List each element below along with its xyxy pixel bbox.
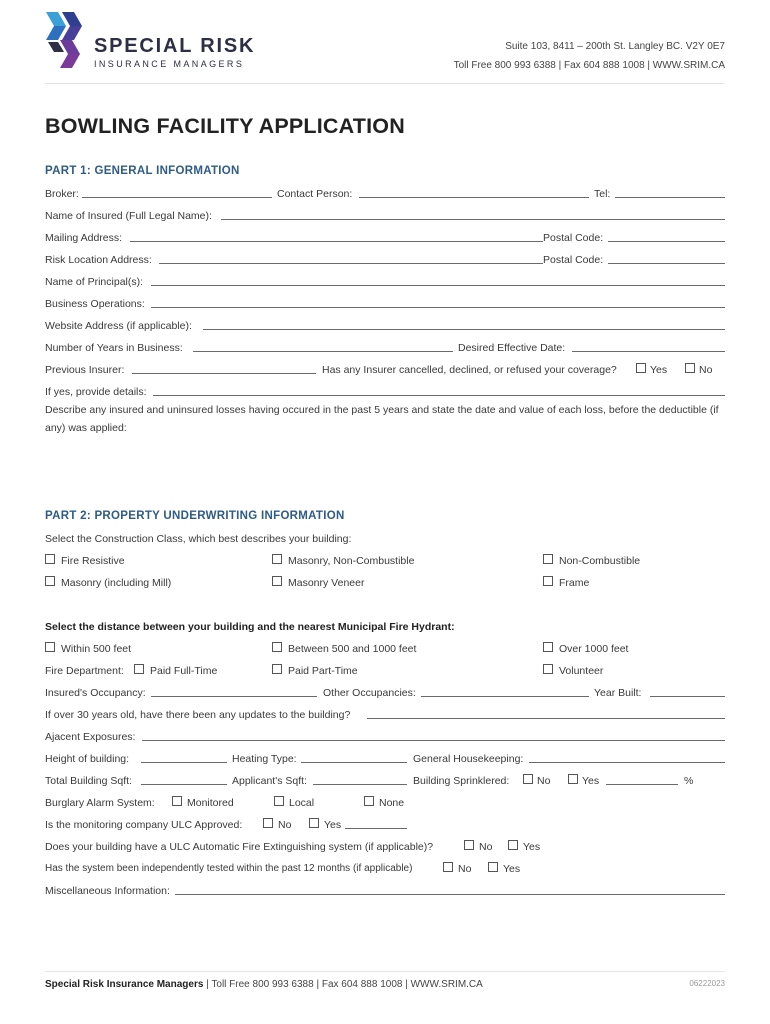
footer bbox=[45, 979, 483, 990]
ulc-extinguishing-label: Does your building have a ULC Automatic Fire Extinguishing system (if applicable)? bbox=[45, 841, 434, 853]
postal-code-label-2: Postal Code: bbox=[543, 254, 604, 266]
principals-row bbox=[45, 275, 725, 289]
paid-part-time-label: Paid Part-Time bbox=[288, 665, 358, 677]
mailing-address-field[interactable] bbox=[130, 241, 543, 242]
if-yes-row bbox=[45, 385, 725, 399]
monitored-checkbox[interactable] bbox=[172, 796, 182, 806]
logo-mark-icon bbox=[42, 10, 90, 68]
effective-date-label: Desired Effective Date: bbox=[458, 342, 566, 354]
height-label: Height of building: bbox=[45, 753, 130, 765]
years-in-business-field[interactable] bbox=[193, 351, 453, 352]
if-yes-field[interactable] bbox=[153, 395, 725, 396]
percent-sign: % bbox=[684, 775, 694, 787]
construction-prompt: Select the Construction Class, which best describes your building: bbox=[45, 533, 352, 545]
heating-label: Heating Type: bbox=[232, 753, 297, 765]
previous-insurer-label: Previous Insurer: bbox=[45, 364, 125, 376]
years-effective-row bbox=[45, 341, 725, 355]
paid-full-time-label: Paid Full-Time bbox=[150, 665, 218, 677]
risk-location-label: Risk Location Address: bbox=[45, 254, 152, 266]
tel-label: Tel: bbox=[594, 188, 611, 200]
total-sqft-label: Total Building Sqft: bbox=[45, 775, 132, 787]
broker-label: Broker: bbox=[45, 188, 79, 200]
over-30-label: If over 30 years old, have there been any updates to the building? bbox=[45, 709, 351, 721]
construction-row-1 bbox=[45, 554, 725, 568]
footer-contact: | Toll Free 800 993 6388 | Fax 604 888 1008 | WWW.SRIM.CA bbox=[203, 979, 483, 990]
cancelled-yes-label: Yes bbox=[650, 364, 668, 376]
risk-location-row bbox=[45, 253, 725, 267]
previous-insurer-field[interactable] bbox=[132, 373, 316, 374]
brand-name: SPECIAL RISK bbox=[94, 35, 256, 57]
footer-company: Special Risk Insurance Managers bbox=[45, 979, 204, 990]
website-row bbox=[45, 319, 725, 333]
extinguishing-yes-label: Yes bbox=[523, 841, 541, 853]
fire-resistive-label: Fire Resistive bbox=[61, 555, 125, 567]
burglary-row bbox=[45, 796, 725, 810]
sprinklered-percent-field[interactable] bbox=[606, 784, 678, 785]
footer-divider bbox=[45, 971, 725, 972]
noncombustible-checkbox[interactable] bbox=[543, 554, 553, 564]
year-built-field[interactable] bbox=[650, 696, 725, 697]
height-heating-row bbox=[45, 752, 725, 766]
sprinklered-yes-label: Yes bbox=[582, 775, 600, 787]
fire-resistive-checkbox[interactable] bbox=[45, 554, 55, 564]
none-label: None bbox=[379, 797, 405, 809]
loss-description: Describe any insured and uninsured losses having occured in the past 5 years and state the date and value of each loss, before the deductible (if any) was applied: bbox=[45, 404, 719, 434]
applicant-sqft-label: Applicant's Sqft: bbox=[232, 775, 307, 787]
postal-code-field[interactable] bbox=[608, 241, 725, 242]
mailing-address-label: Mailing Address: bbox=[45, 232, 123, 244]
height-field[interactable] bbox=[141, 762, 227, 763]
over-1000-label: Over 1000 feet bbox=[559, 643, 629, 655]
occupancy-label: Insured's Occupancy: bbox=[45, 687, 146, 699]
insured-name-field[interactable] bbox=[221, 219, 725, 220]
fire-department-label: Fire Department: bbox=[45, 665, 124, 677]
heating-field[interactable] bbox=[301, 762, 407, 763]
adjacent-field[interactable] bbox=[142, 740, 725, 741]
fire-department-row bbox=[45, 664, 725, 678]
paid-part-time-checkbox[interactable] bbox=[272, 664, 282, 674]
website-label: Website Address (if applicable): bbox=[45, 320, 192, 332]
broker-row bbox=[45, 187, 725, 201]
part1-heading: PART 1: GENERAL INFORMATION bbox=[45, 165, 240, 177]
postal-code-field-2[interactable] bbox=[608, 263, 725, 264]
ulc-approved-row bbox=[45, 818, 725, 832]
monitored-label: Monitored bbox=[187, 797, 234, 809]
ulc-approved-yes-label: Yes bbox=[324, 819, 342, 831]
header-divider bbox=[45, 83, 725, 84]
hydrant-options-row bbox=[45, 642, 725, 656]
masonry-veneer-checkbox[interactable] bbox=[272, 576, 282, 586]
sprinklered-yes-checkbox[interactable] bbox=[568, 774, 578, 784]
principals-label: Name of Principal(s): bbox=[45, 276, 144, 288]
occupancy-row bbox=[45, 686, 725, 700]
extinguishing-yes-checkbox[interactable] bbox=[508, 840, 518, 850]
within-500-checkbox[interactable] bbox=[45, 642, 55, 652]
tested-yes-label: Yes bbox=[503, 863, 521, 875]
tested-no-label: No bbox=[458, 863, 472, 875]
tested-no-checkbox[interactable] bbox=[443, 862, 453, 872]
contact-person-label: Contact Person: bbox=[277, 188, 353, 200]
construction-prompt-row bbox=[45, 532, 725, 546]
masonry-mill-checkbox[interactable] bbox=[45, 576, 55, 586]
misc-row bbox=[45, 884, 725, 898]
contact-person-field[interactable] bbox=[359, 197, 589, 198]
cancelled-question-label: Has any Insurer cancelled, declined, or refused your coverage? bbox=[322, 364, 617, 376]
ulc-approved-no-checkbox[interactable] bbox=[263, 818, 273, 828]
effective-date-field[interactable] bbox=[572, 351, 725, 352]
tel-field[interactable] bbox=[615, 197, 725, 198]
brand-subtitle: INSURANCE MANAGERS bbox=[94, 59, 245, 69]
year-built-label: Year Built: bbox=[594, 687, 642, 699]
over-30-field[interactable] bbox=[367, 718, 725, 719]
within-500-label: Within 500 feet bbox=[61, 643, 132, 655]
ulc-extinguishing-row bbox=[45, 840, 725, 854]
paid-full-time-checkbox[interactable] bbox=[134, 664, 144, 674]
risk-location-field[interactable] bbox=[159, 263, 543, 264]
local-checkbox[interactable] bbox=[274, 796, 284, 806]
business-operations-row bbox=[45, 297, 725, 311]
housekeeping-label: General Housekeeping: bbox=[413, 753, 524, 765]
frame-label: Frame bbox=[559, 577, 590, 589]
insured-name-label: Name of Insured (Full Legal Name): bbox=[45, 210, 212, 222]
adjacent-row bbox=[45, 730, 725, 744]
mailing-address-row bbox=[45, 231, 725, 245]
sprinklered-no-checkbox[interactable] bbox=[523, 774, 533, 784]
masonry-noncombustible-checkbox[interactable] bbox=[272, 554, 282, 564]
page-title: BOWLING FACILITY APPLICATION bbox=[45, 114, 405, 138]
between-500-1000-label: Between 500 and 1000 feet bbox=[288, 643, 417, 655]
sprinklered-no-label: No bbox=[537, 775, 551, 787]
adjacent-label: Ajacent Exposures: bbox=[45, 731, 136, 743]
total-sqft-field[interactable] bbox=[141, 784, 227, 785]
cancelled-yes-checkbox[interactable] bbox=[636, 363, 646, 373]
if-yes-label: If yes, provide details: bbox=[45, 386, 147, 398]
local-label: Local bbox=[289, 797, 315, 809]
occupancy-field[interactable] bbox=[151, 696, 317, 697]
business-operations-field[interactable] bbox=[151, 307, 725, 308]
extinguishing-no-label: No bbox=[479, 841, 493, 853]
ulc-approved-yes-checkbox[interactable] bbox=[309, 818, 319, 828]
other-occupancies-label: Other Occupancies: bbox=[323, 687, 416, 699]
ulc-approved-field[interactable] bbox=[345, 828, 407, 829]
website-field[interactable] bbox=[203, 329, 725, 330]
extinguishing-no-checkbox[interactable] bbox=[464, 840, 474, 850]
sprinklered-label: Building Sprinklered: bbox=[413, 775, 510, 787]
none-checkbox[interactable] bbox=[364, 796, 374, 806]
tested-label: Has the system been independently tested within the past 12 months (if applicable) bbox=[45, 863, 413, 874]
insured-name-row bbox=[45, 209, 725, 223]
between-500-1000-checkbox[interactable] bbox=[272, 642, 282, 652]
misc-field[interactable] bbox=[175, 894, 725, 895]
over-1000-checkbox[interactable] bbox=[543, 642, 553, 652]
other-occupancies-field[interactable] bbox=[421, 696, 589, 697]
form-code: 06222023 bbox=[689, 979, 725, 988]
noncombustible-label: Non-Combustible bbox=[559, 555, 641, 567]
sqft-row bbox=[45, 774, 725, 788]
tested-yes-checkbox[interactable] bbox=[488, 862, 498, 872]
construction-row-2 bbox=[45, 576, 725, 590]
burglary-label: Burglary Alarm System: bbox=[45, 797, 155, 809]
business-operations-label: Business Operations: bbox=[45, 298, 145, 310]
masonry-noncombustible-label: Masonry, Non-Combustible bbox=[288, 555, 415, 567]
tested-row bbox=[45, 862, 725, 876]
part2-heading: PART 2: PROPERTY UNDERWRITING INFORMATION bbox=[45, 510, 345, 522]
volunteer-checkbox[interactable] bbox=[543, 664, 553, 674]
principals-field[interactable] bbox=[151, 285, 725, 286]
company-logo bbox=[42, 10, 257, 68]
frame-checkbox[interactable] bbox=[543, 576, 553, 586]
ulc-approved-label: Is the monitoring company ULC Approved: bbox=[45, 819, 243, 831]
hydrant-prompt: Select the distance between your building and the nearest Municipal Fire Hydrant: bbox=[45, 621, 455, 633]
years-in-business-label: Number of Years in Business: bbox=[45, 342, 183, 354]
header-contact: Toll Free 800 993 6388 | Fax 604 888 1008 | WWW.SRIM.CA bbox=[453, 60, 725, 71]
cancelled-no-label: No bbox=[699, 364, 713, 376]
masonry-mill-label: Masonry (including Mill) bbox=[61, 577, 172, 589]
hydrant-prompt-row bbox=[45, 620, 725, 634]
cancelled-no-checkbox[interactable] bbox=[685, 363, 695, 373]
misc-label: Miscellaneous Information: bbox=[45, 885, 170, 897]
over-30-row bbox=[45, 708, 725, 722]
header-address: Suite 103, 8411 – 200th St. Langley BC. V2Y 0E7 bbox=[505, 41, 725, 52]
postal-code-label: Postal Code: bbox=[543, 232, 604, 244]
masonry-veneer-label: Masonry Veneer bbox=[288, 577, 365, 589]
ulc-approved-no-label: No bbox=[278, 819, 292, 831]
broker-field[interactable] bbox=[82, 197, 272, 198]
applicant-sqft-field[interactable] bbox=[313, 784, 407, 785]
housekeeping-field[interactable] bbox=[529, 762, 725, 763]
previous-insurer-row bbox=[45, 363, 725, 377]
volunteer-label: Volunteer bbox=[559, 665, 604, 677]
